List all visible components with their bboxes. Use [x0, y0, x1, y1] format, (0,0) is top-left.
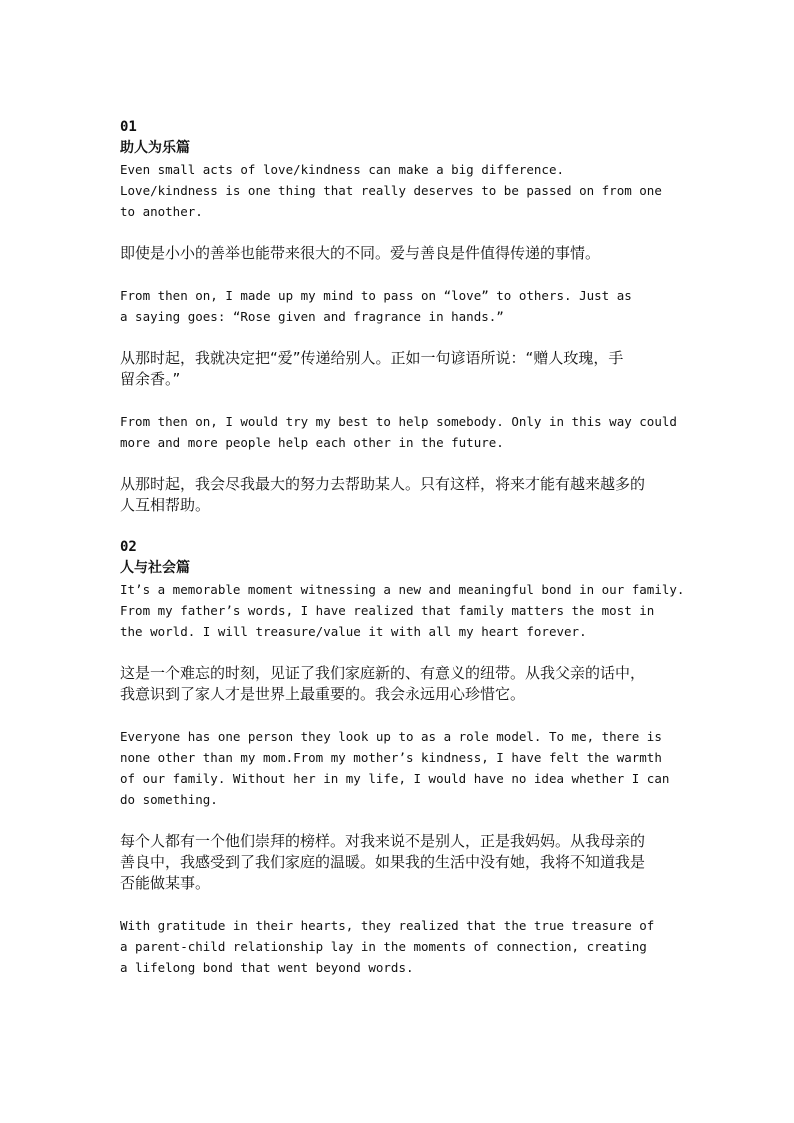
text-line: From then on, I would try my best to help somebody. Only in this way could [120, 414, 677, 429]
section-title: 人与社会篇 [120, 560, 190, 576]
english-paragraph [120, 411, 680, 453]
chinese-paragraph [120, 348, 680, 390]
text-line: From then on, I made up my mind to pass on “love” to others. Just as [120, 288, 632, 303]
text-line: 人互相帮助。 [120, 496, 211, 514]
text-line: 从那时起，我会尽我最大的努力去帮助某人。只有这样，将来才能有越来越多的 [120, 475, 646, 493]
text-line: 每个人都有一个他们崇拜的榜样。对我来说不是别人，正是我妈妈。从我母亲的 [120, 832, 646, 850]
text-line: none other than my mom.From my mother’s kindness, I have felt the warmth [120, 750, 662, 765]
chinese-paragraph [120, 663, 680, 705]
section-title: 助人为乐篇 [120, 140, 190, 156]
text-line: do something. [120, 792, 218, 807]
english-paragraph [120, 915, 680, 978]
text-line: 善良中，我感受到了我们家庭的温暖。如果我的生活中没有她，我将不知道我是 [120, 853, 646, 871]
text-line: more and more people help each other in the future. [120, 435, 504, 450]
text-line: 即使是小小的善举也能带来很大的不同。爱与善良是件值得传递的事情。 [120, 244, 601, 262]
text-line: It’s a memorable moment witnessing a new and meaningful bond in our family. [120, 582, 685, 597]
text-line: 从那时起，我就决定把“爱”传递给别人。正如一句谚语所说：“赠人玫瑰，手 [120, 349, 624, 367]
text-line: Even small acts of love/kindness can make a big difference. [120, 162, 565, 177]
english-paragraph [120, 579, 685, 642]
text-line: 我意识到了家人才是世界上最重要的。我会永远用心珍惜它。 [120, 685, 526, 703]
english-paragraph [120, 159, 680, 222]
text-line: 否能做某事。 [120, 874, 211, 892]
english-paragraph [120, 285, 680, 327]
text-line: of our family. Without her in my life, I would have no idea whether I can [120, 771, 670, 786]
text-line: 留余香。” [120, 370, 181, 388]
text-line: With gratitude in their hearts, they realized that the true treasure of [120, 918, 655, 933]
text-line: to another. [120, 204, 203, 219]
text-line: a parent-child relationship lay in the moments of connection, creating [120, 939, 647, 954]
chinese-paragraph [120, 831, 680, 894]
text-line: Everyone has one person they look up to as a role model. To me, there is [120, 729, 662, 744]
text-line: a saying goes: “Rose given and fragrance in hands.” [120, 309, 504, 324]
chinese-paragraph [120, 474, 680, 516]
text-line: 这是一个难忘的时刻，见证了我们家庭新的、有意义的纽带。从我父亲的话中， [120, 664, 646, 682]
document-body [120, 117, 685, 978]
text-line: From my father’s words, I have realized that family matters the most in [120, 603, 655, 618]
section-number: 02 [120, 539, 137, 555]
english-paragraph [120, 726, 680, 810]
section-02 [120, 537, 685, 978]
chinese-paragraph [120, 243, 680, 264]
text-line: a lifelong bond that went beyond words. [120, 960, 414, 975]
text-line: Love/kindness is one thing that really deserves to be passed on from one [120, 183, 662, 198]
section-01 [120, 117, 680, 516]
section-number: 01 [120, 119, 137, 135]
text-line: the world. I will treasure/value it with all my heart forever. [120, 624, 587, 639]
